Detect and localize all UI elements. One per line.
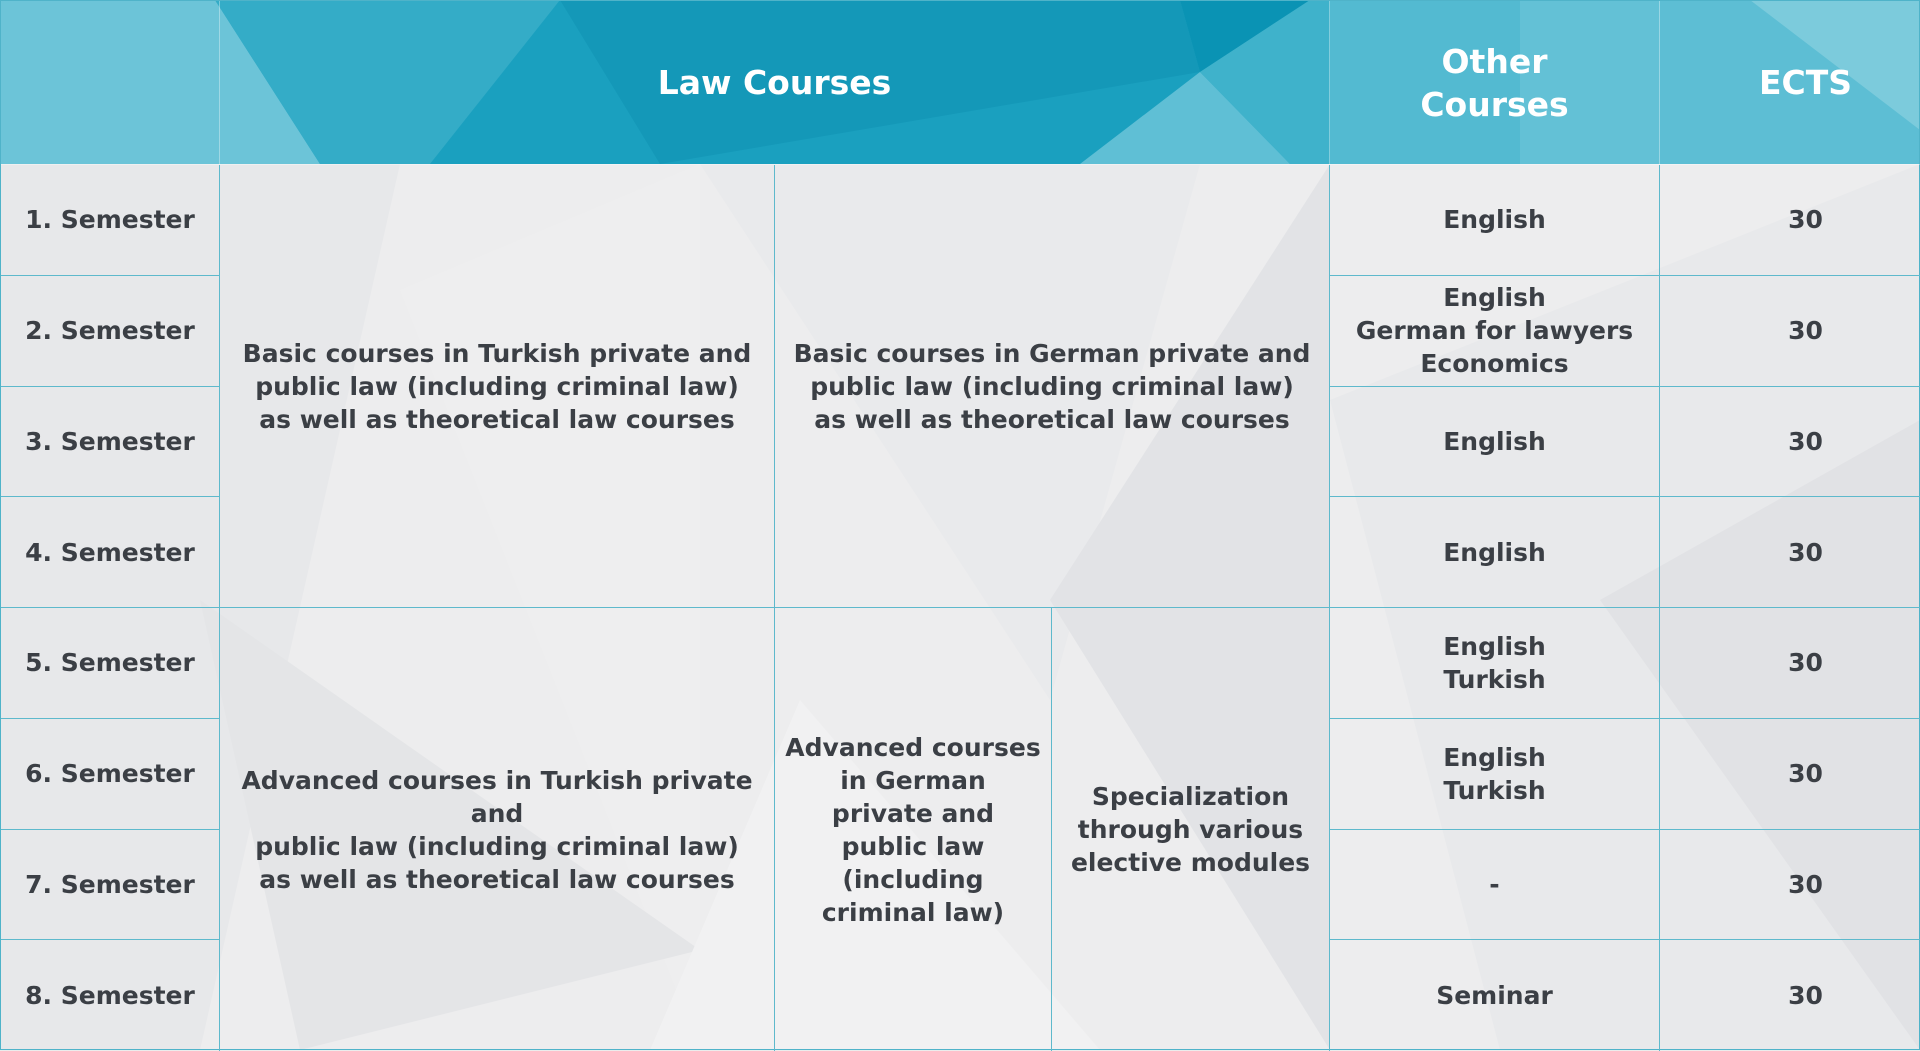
ects-cell: 30 [1660,830,1920,941]
ects-cell: 30 [1660,165,1920,276]
ects-cell: 30 [1660,387,1920,498]
other-courses-cell: English German for lawyers Economics [1330,276,1660,387]
ects-cell: 30 [1788,981,1823,1011]
semester-label: 2. Semester [1,276,220,387]
ects-cell: 30 [1660,276,1920,387]
other-courses-cell: English Turkish [1330,608,1660,719]
other-courses-cell: Seminar [1330,940,1660,1051]
semester-label: 1. Semester [1,165,220,276]
header-blank [1,1,220,165]
other-courses-cell: - [1330,830,1660,941]
semester-label: 6. Semester [1,719,220,830]
specialization-block: Specialization through various elective modules [1052,608,1330,1051]
semester-label: 7. Semester [1,830,220,941]
header-law-courses: Law Courses [220,1,1330,165]
basic-turkish-law-block: Basic courses in Turkish private and public law (including criminal law) as well as theoretical law courses [220,165,775,608]
ects-cell: 30 [1660,497,1920,608]
other-courses-cell: English Turkish [1330,719,1660,830]
other-courses-cell: English [1330,387,1660,498]
other-courses-cell: English [1330,165,1660,276]
header-other-courses: Other Courses [1330,1,1660,165]
basic-german-law-block: Basic courses in German private and public law (including criminal law) as well as theoretical law courses [775,165,1330,608]
advanced-german-law-block: Advanced courses in German private and public law (including criminal law) [775,608,1052,1051]
semester-label: 3. Semester [1,387,220,498]
ects-cell: 30 [1660,719,1920,830]
advanced-turkish-law-block: Advanced courses in Turkish private and public law (including criminal law) as well as theoretical law courses [220,608,775,1051]
other-courses-cell: English [1330,497,1660,608]
semester-label: 4. Semester [1,497,220,608]
semester-label: 8. Semester [1,940,220,1051]
header-ects: ECTS [1660,1,1920,165]
semester-label: 5. Semester [1,608,220,719]
ects-cell: 30 [1660,608,1920,719]
